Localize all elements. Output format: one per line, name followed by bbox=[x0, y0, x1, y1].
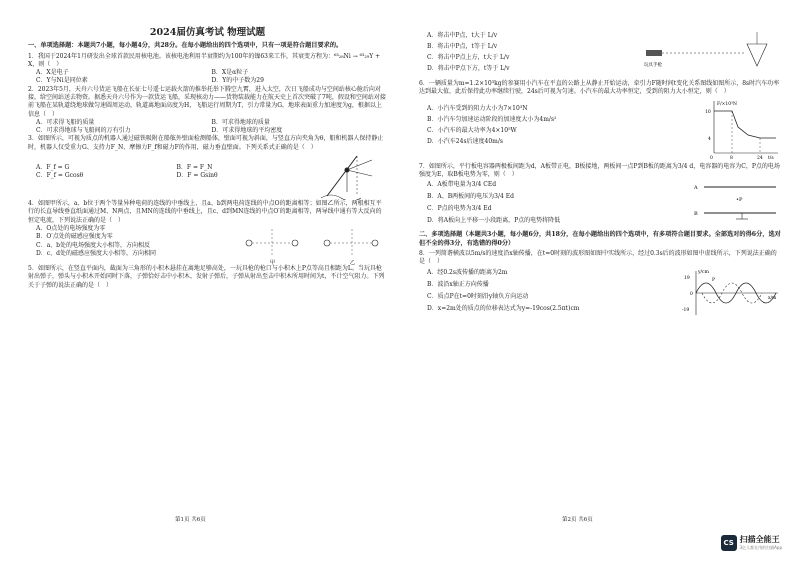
option: A．F_f = G bbox=[36, 164, 70, 172]
question-6-body bbox=[419, 97, 782, 159]
option: A．将击中P点，t大于 L/v bbox=[427, 32, 498, 39]
y-tick: 0 bbox=[690, 291, 693, 297]
option: C．a、b处的电场强度大小相等，方向相反 bbox=[36, 241, 151, 249]
question-5: 5．如图所示，在竖直平面内，截面为三角形的小积木悬挂在离地足够高处，一玩具枪的枪口与小积木上P点等高且相距为L。当玩具枪射出弹子，弹头与小积木开始同时下落，子弹恰好击中小积木，发射子弹后，子弹从射出至击中积木所用时间为t，不计空气阻力。下列关于子弹的说法正确的是（ ） bbox=[28, 264, 385, 289]
question-1: 1．我国于2024年1月研发出全球首款民用核电池。该核电池利用半衰期约为100年的镍63来工作，其衰变方程为：⁶³₂₈Ni → ⁶³₂₉Y + X，则（ ） bbox=[28, 52, 381, 68]
option: D．小汽车24s后速度40m/s bbox=[427, 137, 503, 145]
robot-incline-figure bbox=[317, 152, 387, 200]
section-1-heading: 一、单项选择题：本题共7小题，每小题4分，共28分。在每小题给出的四个选项中，只有一项是符合题目要求的。 bbox=[28, 42, 343, 49]
toy-gun-figure bbox=[642, 30, 782, 76]
option: D．F = Gsinθ bbox=[176, 172, 218, 180]
capacitor-figure bbox=[692, 179, 782, 223]
option: C．小汽车的最大功率为4×10⁵W bbox=[427, 126, 517, 134]
question-6: 6．一辆质量为m=1.2×10³kg的参赛用小汽车在平直的公路上从静止开始运动，牵引力F随时间t变化关系图线如图所示，8s时汽车功率达到最大值，此后保持此功率继续行驶，24s后可视为匀速。小汽车的最大功率恒定，受到的阻力大小恒定，则（ ） bbox=[419, 80, 780, 96]
option: B．O′点处的磁感应强度为零 bbox=[36, 233, 113, 241]
page-2 bbox=[397, 0, 794, 561]
section-2-heading: 二、多项选择题（本题共3小题，每小题6分，共18分，在每小题给出的四个选项中，有多项符合题目要求。全部选对的得6分，选对但不全的得3分，有选错的得0分） bbox=[419, 231, 781, 247]
question-8: 8．一列简谐横波以5m/s的速度沿x轴传播，在t=0时刻的波形图如图中实线所示，经过0.3s后的波形如图中虚线所示，下列说法正确的是（ ） bbox=[419, 250, 777, 266]
x-tick: 0 bbox=[710, 155, 713, 159]
y-tick: 10 bbox=[705, 109, 711, 115]
option: C．F_f = Gcosθ bbox=[36, 172, 84, 180]
option: B．X是α粒子 bbox=[211, 69, 249, 77]
option: D．x=2m处的质点的位移表达式为y=-19cos(2.5πt)cm bbox=[427, 304, 580, 312]
charges-wires-figure bbox=[237, 225, 387, 265]
option: D．将A板向上平移一小段距离，P点的电势将降低 bbox=[427, 217, 561, 225]
option: C．将击中P点上方，t大于 L/v bbox=[427, 54, 510, 61]
option: B．波沿x轴正方向传播 bbox=[427, 280, 489, 288]
watermark-title: 扫描全能王 bbox=[739, 535, 780, 544]
y-tick: -19 bbox=[682, 307, 690, 313]
option: D．可求得地球的平均密度 bbox=[211, 127, 283, 135]
option: C．质点P在t=0时刻沿y轴负方向运动 bbox=[427, 292, 529, 300]
plate-a-label: A bbox=[694, 185, 698, 192]
question-3-body bbox=[28, 152, 387, 200]
camscanner-logo-icon: CS bbox=[721, 535, 737, 551]
question-3-options bbox=[28, 164, 317, 181]
option: C．Y与Ni是同位素 bbox=[36, 77, 88, 85]
force-time-graph bbox=[702, 97, 782, 159]
option: B．将击中P点，t等于 L/v bbox=[427, 43, 498, 50]
question-8-body bbox=[419, 267, 782, 319]
point-p-label: P bbox=[712, 277, 716, 283]
exam-title: 2024届仿真考试 物理试题 bbox=[149, 27, 266, 38]
question-4: 4．如图甲所示，a、b位于两个等量异种电荷的连线的中垂线上，且a、b到两电荷连线的中点O的距离相等；如图乙所示，两根相互平行的长直导线垂直纸面通过M、N两点，且MN的连线的中垂线上，且c、d到MN连线的中点O′的距离相等，两导线中通有等大反向的恒定电流，下列说法正确的是（ ） bbox=[28, 200, 382, 224]
gun-label: 玩具手枪 bbox=[644, 63, 662, 68]
watermark-subtitle: 3亿人都在用的扫描App bbox=[739, 545, 782, 550]
point-p-label: •P bbox=[736, 197, 743, 204]
question-2: 2．2023年5月，天舟六号货运飞船在长征七号遥七运载火箭的推举托举下腾空九霄，进入太空，次日飞船成功与空间站核心舱后向对接，给空间站送去物资。据悉天舟六号作为一款货运飞船，采现核动力——货物装载能力在航天史上首次突破了7吨，假设和空间站对接前飞船在某轨道绕地球做匀速圆周运动，轨道离地面高度为H，飞船运行周期为T，引力常量为G，地球表面重力加速度为g，根据以上信息（ ） bbox=[28, 85, 386, 118]
question-5-continued bbox=[419, 30, 782, 76]
option: A．可求得飞船的质量 bbox=[36, 118, 95, 126]
wave-xlabel: x/m bbox=[768, 295, 777, 301]
scanner-watermark bbox=[721, 534, 782, 551]
option: D．将击中P点下方，t等于 L/v bbox=[427, 65, 510, 72]
plate-b-label: B bbox=[694, 211, 698, 218]
graph-xlabel: t/s bbox=[768, 155, 774, 159]
question-3: 3．如图所示，可视为质点的机器人通过磁铁吸附在船舷外壁面检测船体，壁面可视为斜面，与竖直方向夹角为θ，船和机器人保持静止时，机器人仅受重力G、支持力F_N、摩擦力F_f和磁力F的作用，磁力垂直壁面。下列关系式正确的是（ ） bbox=[28, 135, 384, 151]
wave-graph bbox=[682, 267, 782, 319]
question-1-options bbox=[28, 69, 387, 86]
option: A．A板带电量为3/4 CEd bbox=[427, 181, 497, 189]
figure-caption-jia: 甲 bbox=[270, 259, 276, 265]
question-4-body bbox=[28, 225, 387, 265]
x-tick: 8 bbox=[730, 155, 733, 159]
option: B．A、B两板间的电压为3/4 Ed bbox=[427, 193, 514, 201]
x-tick: 24 bbox=[757, 155, 763, 159]
figure-caption-yi: 乙 bbox=[350, 259, 356, 265]
option: C．可求得地球与飞船间的万有引力 bbox=[36, 127, 131, 135]
page-2-footer: 第2页 共6页 bbox=[562, 517, 593, 523]
question-7-body bbox=[419, 179, 782, 227]
option: A．O点处的电场强度为零 bbox=[36, 224, 106, 232]
option: A．小汽车受到的阻力大小为7×10³N bbox=[427, 104, 528, 112]
option: D．Y的中子数为29 bbox=[211, 77, 264, 85]
option: D．c、d处的磁感应强度大小相等，方向相同 bbox=[36, 249, 157, 257]
graph-ylabel: F/×10³N bbox=[717, 101, 737, 107]
option: B．F = F_N bbox=[176, 164, 213, 172]
option: A．经0.2s波传播的距离为2m bbox=[427, 268, 508, 276]
option: C．P点的电势为3/4 Ed bbox=[427, 205, 492, 213]
wave-ylabel: y/cm bbox=[698, 269, 709, 275]
y-tick: 19 bbox=[684, 275, 690, 281]
option: B．可求得地球的质量 bbox=[211, 118, 270, 126]
page-1-footer: 第1页 共6页 bbox=[175, 517, 206, 523]
y-tick: 4 bbox=[708, 136, 711, 142]
question-7: 7．如图所示，平行板电容器两极板间距为d，A板带正电，B板接地，两板间一点P到B板的距离为3/4 d，电容器的电容为C，P点的电场强度为E，取B板电势为零，则（ ） bbox=[419, 162, 780, 178]
question-2-options bbox=[28, 119, 387, 136]
option: B．小汽车匀加速运动阶段的加速度大小为4m/s² bbox=[427, 115, 557, 123]
option: A．X是电子 bbox=[36, 69, 69, 77]
